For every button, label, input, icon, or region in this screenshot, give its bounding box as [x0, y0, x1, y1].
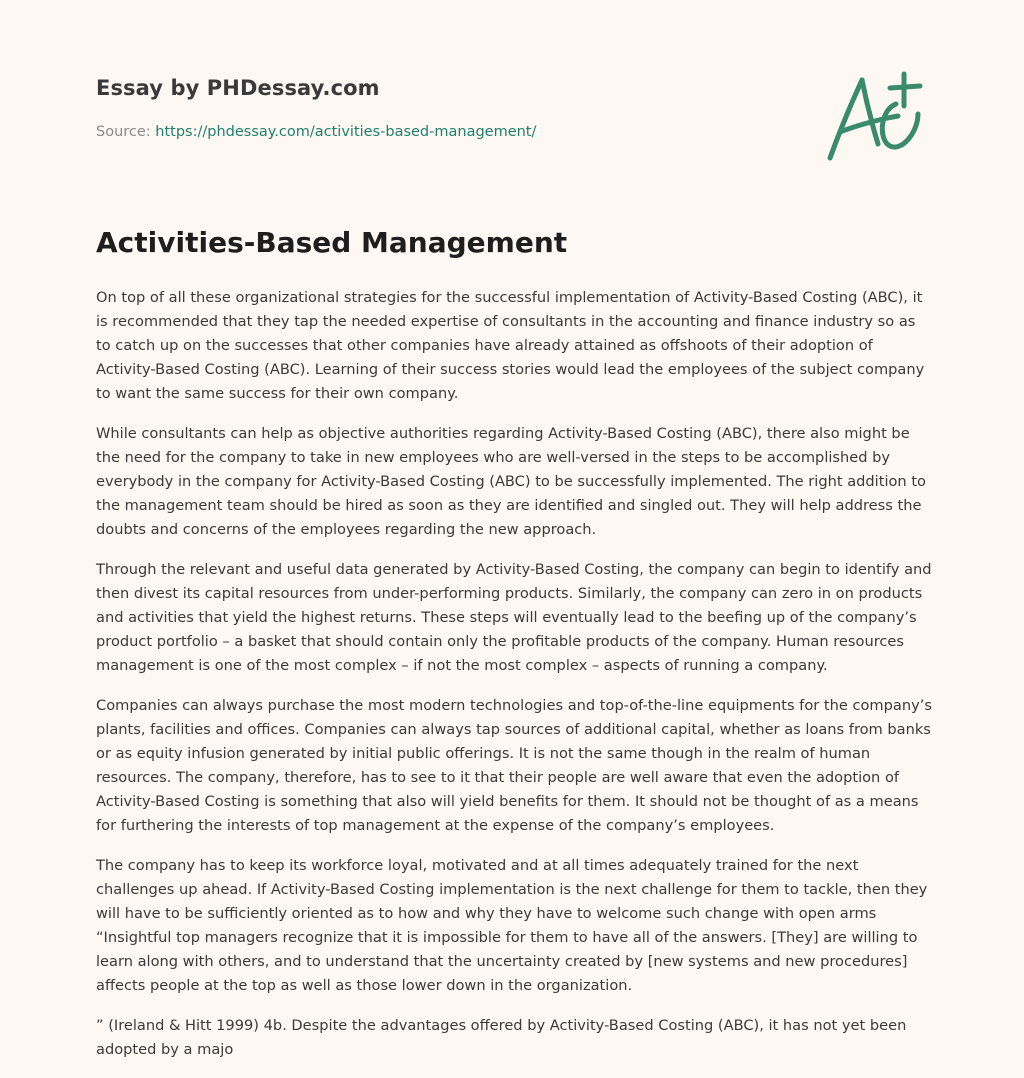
- a-plus-logo-icon: [820, 66, 930, 166]
- paragraph: Companies can always purchase the most modern technologies and top-of-the-line equipments for the company’s plants, facilities and offices. Companies can always tap sources of additional capital, whether as loans from banks or as equity infusion generated by initial public offerings. It is not the same though in the realm of human resources. The company, therefore, has to see to it that their people are well aware that even the adoption of Activity-Based Costing is something that also will yield benefits for them. It should not be thought of as a means for furthering the interests of top management at the expense of the company’s employees.: [96, 697, 932, 834]
- paragraph: On top of all these organizational strategies for the successful implementation of Activity-Based Costing (ABC), it is recommended that they tap the needed expertise of consultants in the accounting and finance industry so as to catch up on the successes that other companies have already attained as offshoots of their adoption of Activity-Based Costing (ABC). Learning of their success stories would lead the employees of the subject company to want the same success for their own company.: [96, 289, 925, 402]
- paragraph: Through the relevant and useful data generated by Activity-Based Costing, the company can begin to identify and then divest its capital resources from under-performing products. Similarly, the company can zero in on products and activities that yield the highest returns. These steps will eventually lead to the beefing up of the company’s product portfolio – a basket that should contain only the profitable products of the company. Human resources management is one of the most complex – if not the most complex – aspects of running a company.: [96, 561, 932, 674]
- paragraph: While consultants can help as objective authorities regarding Activity-Based Costing (ABC), there also might be the need for the company to take in new employees who are well-versed in the steps to be accomplished by everybody in the company for Activity-Based Costing (ABC) to be successfully implemented. The right addition to the management team should be hired as soon as they are identified and singled out. They will help address the doubts and concerns of the employees regarding the new approach.: [96, 425, 926, 538]
- page-title: Activities-Based Management: [96, 226, 568, 259]
- source-line: [96, 124, 536, 140]
- site-brand: Essay by PHDessay.com: [96, 76, 380, 100]
- paragraph: ” (Ireland & Hitt 1999) 4b. Despite the advantages offered by Activity-Based Costing (ABC), it has not yet been adopted by a majo: [96, 1017, 907, 1058]
- source-link[interactable]: https://phdessay.com/activities-based-management/: [155, 124, 537, 140]
- paragraph: The company has to keep its workforce loyal, motivated and at all times adequately trained for the next challenges up ahead. If Activity-Based Costing implementation is the next challenge for them to tackle, then they will have to be sufficiently oriented as to how and why they have to welcome such change with open arms “Insightful top managers recognize that it is impossible for them to have all of the answers. [They] are willing to learn along with others, and to understand that the uncertainty created by [new systems and new procedures] affects people at the top as well as those lower down in the organization.: [96, 857, 928, 994]
- article-body: [96, 286, 934, 1078]
- source-label: Source:: [96, 124, 156, 140]
